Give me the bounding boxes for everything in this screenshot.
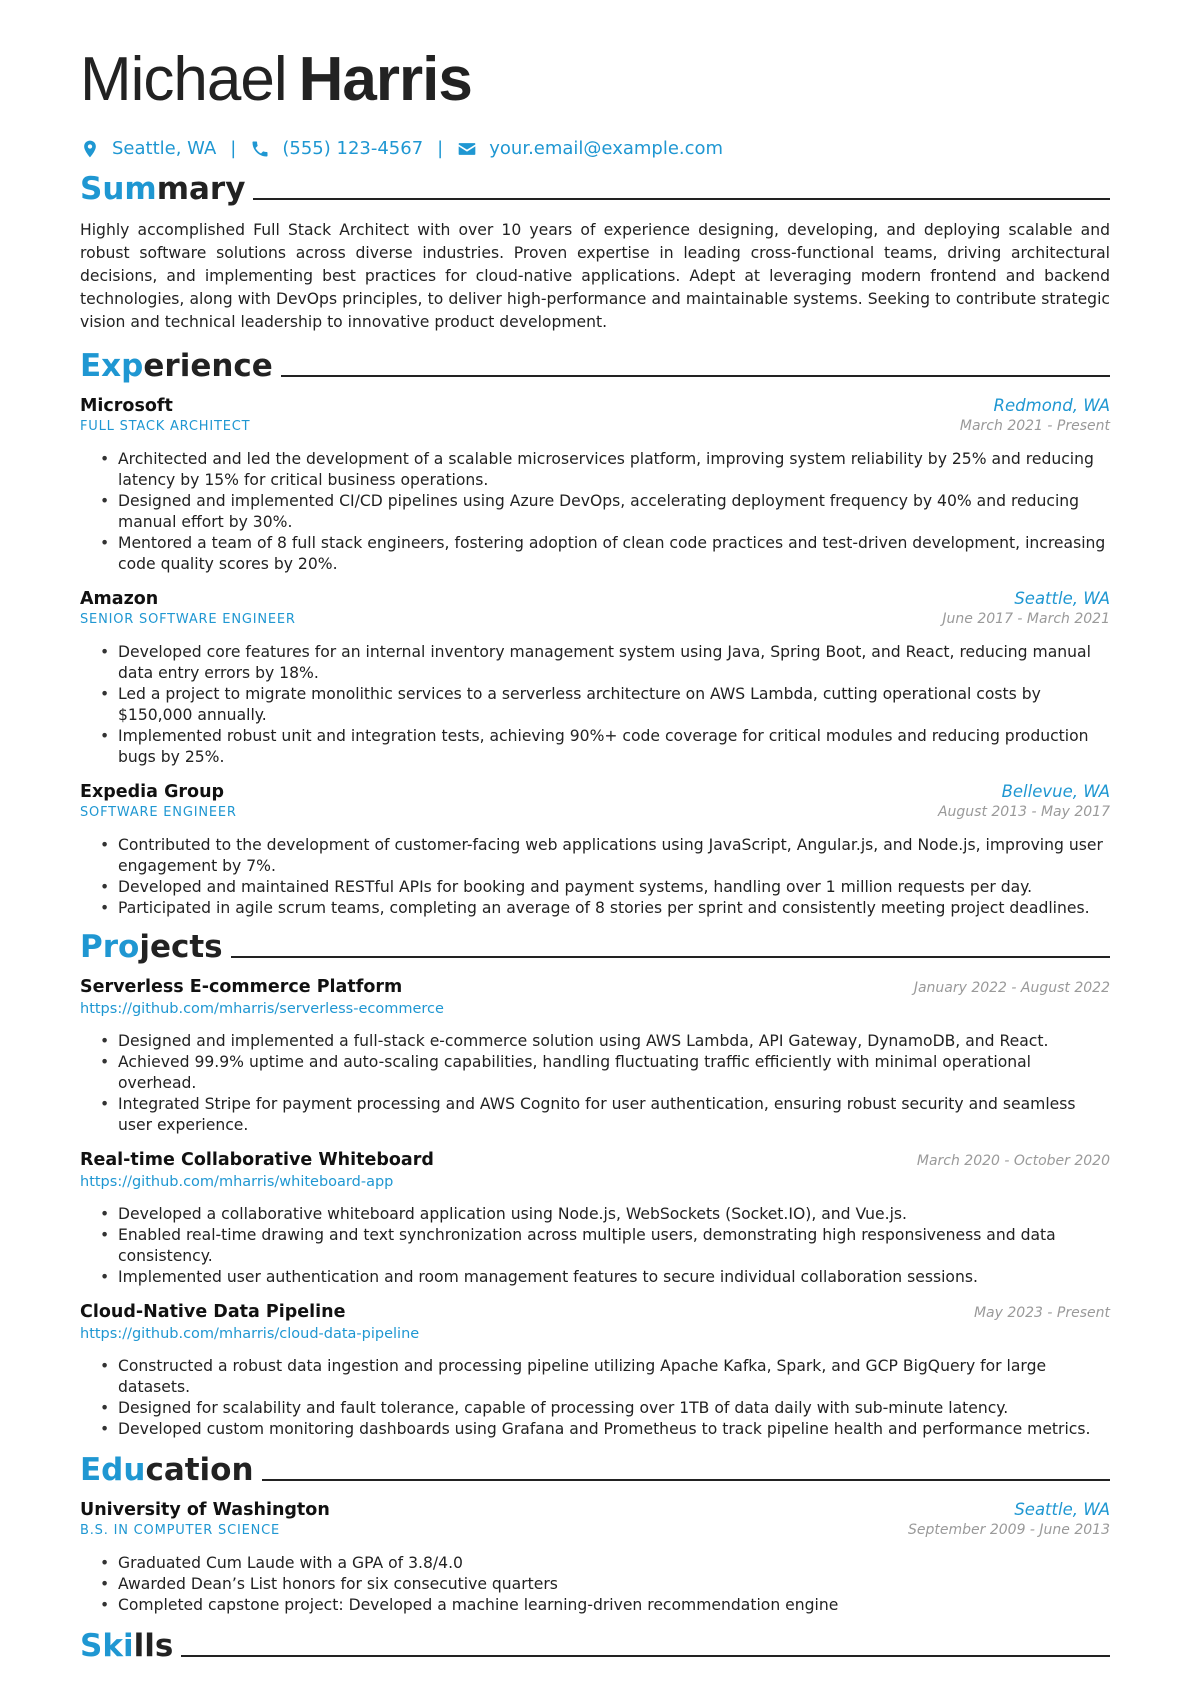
map-pin-icon: [80, 139, 100, 159]
summary-heading-accent: Sum: [80, 171, 157, 207]
job-location: Bellevue, WA: [1001, 782, 1110, 801]
phone-icon: [250, 139, 270, 159]
company-name: Amazon: [80, 589, 159, 609]
achievement-item: • Participated in agile scrum teams, completing an average of 8 stories per sprint and consistently meeting project deadlines.: [118, 898, 1110, 919]
projects-heading-accent: Pro: [80, 929, 140, 965]
section-rule: [253, 198, 1110, 200]
degree: B.S. IN COMPUTER SCIENCE: [80, 1523, 281, 1538]
project-bullet: • Achieved 99.9% uptime and auto-scaling capabilities, handling fluctuating traffic efficiently with minimal operational overhead.: [118, 1052, 1110, 1094]
education-heading: [80, 1452, 1110, 1488]
project-bullet-list: [80, 1204, 1110, 1288]
project-bullet: • Implemented user authentication and room management features to secure individual collaboration sessions.: [118, 1267, 1110, 1288]
job-title: FULL STACK ARCHITECT: [80, 419, 251, 434]
contact-email[interactable]: [457, 138, 723, 159]
achievement-item: • Mentored a team of 8 full stack engineers, fostering adoption of clean code practices and test-driven development, increasing code quality scores by 20%.: [118, 533, 1110, 575]
projects-heading-rest: jects: [139, 929, 223, 965]
education-bullet: • Awarded Dean’s List honors for six consecutive quarters: [118, 1574, 1110, 1595]
project-bullet: • Developed custom monitoring dashboards using Grafana and Prometheus to track pipeline health and performance metrics.: [118, 1419, 1110, 1440]
education-bullet: • Graduated Cum Laude with a GPA of 3.8/4.0: [118, 1553, 1110, 1574]
envelope-icon: [457, 139, 477, 159]
project-bullet: • Enabled real-time drawing and text synchronization across multiple users, demonstrating high responsiveness and data consistency.: [118, 1225, 1110, 1267]
achievement-item: • Architected and led the development of a scalable microservices platform, improving system reliability by 25% and reducing latency by 15% for critical business operations.: [118, 449, 1110, 491]
project-link[interactable]: https://github.com/mharris/cloud-data-pipeline: [80, 1326, 420, 1342]
section-rule: [181, 1655, 1110, 1657]
achievement-item: • Implemented robust unit and integration tests, achieving 90%+ code coverage for critical modules and reducing production bugs by 25%.: [118, 726, 1110, 768]
experience-heading: [80, 348, 1110, 384]
contact-separator: |: [230, 138, 237, 159]
summary-text: Highly accomplished Full Stack Architect with over 10 years of experience designing, developing, and deploying scalable and robust software solutions across diverse industries. Proven expertise in leading cross-functional teams, driving architectural decisions, and implementing best practices for cloud-native applications. Adept at leveraging modern frontend and backend technologies, along with DevOps principles, to deliver high-performance and maintainable systems. Seeking to contribute strategic vision and technical leadership to innovative product development.: [80, 221, 1110, 331]
achievement-item: • Led a project to migrate monolithic services to a serverless architecture on AWS Lambda, cutting operational costs by $150,000 annually.: [118, 684, 1110, 726]
skills-heading-accent: Ski: [80, 1628, 134, 1664]
project-entry-whiteboard: [80, 1150, 1110, 1288]
project-dates: March 2020 - October 2020: [916, 1153, 1110, 1169]
location-text: Seattle, WA: [112, 138, 217, 159]
company-name: Expedia Group: [80, 782, 225, 802]
job-location: Redmond, WA: [993, 396, 1110, 415]
job-dates: March 2021 - Present: [959, 418, 1110, 434]
project-bullet-list: [80, 1356, 1110, 1440]
first-name: Michael: [80, 45, 287, 114]
contact-bar: [80, 138, 1110, 159]
achievement-item: • Contributed to the development of customer-facing web applications using JavaScript, Angular.js, and Node.js, improving user engagement by 7%.: [118, 835, 1110, 877]
achievement-list: [80, 642, 1110, 768]
summary-heading-rest: mary: [156, 171, 246, 207]
job-location: Seattle, WA: [1014, 589, 1110, 608]
project-dates: January 2022 - August 2022: [913, 980, 1110, 996]
school-location: Seattle, WA: [1014, 1500, 1110, 1519]
skills-heading: [80, 1628, 1110, 1664]
achievement-item: • Developed and maintained RESTful APIs for booking and payment systems, handling over 1 million requests per day.: [118, 877, 1110, 898]
education-dates: September 2009 - June 2013: [908, 1522, 1110, 1538]
experience-heading-rest: erience: [143, 348, 273, 384]
project-bullet: • Constructed a robust data ingestion and processing pipeline utilizing Apache Kafka, Spark, and GCP BigQuery for large datasets.: [118, 1356, 1110, 1398]
job-title: SOFTWARE ENGINEER: [80, 805, 237, 820]
contact-separator: |: [437, 138, 444, 159]
section-rule: [231, 956, 1110, 958]
summary-heading: [80, 171, 1110, 207]
experience-entry-microsoft: [80, 396, 1110, 575]
project-entry-ecommerce: [80, 977, 1110, 1136]
achievement-list: [80, 835, 1110, 919]
education-entry-uw: [80, 1500, 1110, 1616]
project-name: Cloud-Native Data Pipeline: [80, 1302, 346, 1322]
project-entry-data-pipeline: [80, 1302, 1110, 1440]
project-bullet-list: [80, 1031, 1110, 1136]
projects-heading: [80, 929, 1110, 965]
project-bullet: • Designed and implemented a full-stack e-commerce solution using AWS Lambda, API Gateway, DynamoDB, and React.: [118, 1031, 1110, 1052]
candidate-name: [80, 0, 1110, 116]
education-bullet: • Completed capstone project: Developed a machine learning-driven recommendation engine: [118, 1595, 1110, 1616]
project-dates: May 2023 - Present: [973, 1305, 1110, 1321]
phone-text: (555) 123-4567: [282, 138, 424, 159]
last-name: Harris: [298, 45, 472, 114]
company-name: Microsoft: [80, 396, 173, 416]
project-link[interactable]: https://github.com/mharris/whiteboard-app: [80, 1174, 394, 1190]
project-bullet: • Integrated Stripe for payment processing and AWS Cognito for user authentication, ensuring robust security and seamless user experience.: [118, 1094, 1110, 1136]
project-bullet: • Designed for scalability and fault tolerance, capable of processing over 1TB of data daily with sub-minute latency.: [118, 1398, 1110, 1419]
education-bullet-list: [80, 1553, 1110, 1616]
project-name: Real-time Collaborative Whiteboard: [80, 1150, 434, 1170]
education-heading-rest: cation: [145, 1452, 254, 1488]
job-dates: August 2013 - May 2017: [937, 804, 1110, 820]
contact-location: [80, 138, 216, 159]
education-heading-accent: Edu: [80, 1452, 146, 1488]
achievement-item: • Developed core features for an internal inventory management system using Java, Spring Boot, and React, reducing manual data entry errors by 18%.: [118, 642, 1110, 684]
email-link[interactable]: your.email@example.com: [489, 138, 724, 159]
experience-entry-amazon: [80, 589, 1110, 768]
experience-heading-accent: Exp: [80, 348, 144, 384]
achievement-list: [80, 449, 1110, 575]
job-dates: June 2017 - March 2021: [942, 611, 1110, 627]
school-name: University of Washington: [80, 1500, 330, 1520]
project-name: Serverless E-commerce Platform: [80, 977, 403, 997]
job-title: SENIOR SOFTWARE ENGINEER: [80, 612, 296, 627]
contact-phone[interactable]: [250, 138, 423, 159]
project-link[interactable]: https://github.com/mharris/serverless-ecommerce: [80, 1001, 444, 1017]
section-rule: [262, 1479, 1110, 1481]
section-rule: [281, 375, 1110, 377]
experience-entry-expedia: [80, 782, 1110, 919]
project-bullet: • Developed a collaborative whiteboard application using Node.js, WebSockets (Socket.IO), and Vue.js.: [118, 1204, 1110, 1225]
achievement-item: • Designed and implemented CI/CD pipelines using Azure DevOps, accelerating deployment frequency by 40% and reducing manual effort by 30%.: [118, 491, 1110, 533]
skills-heading-rest: lls: [133, 1628, 174, 1664]
